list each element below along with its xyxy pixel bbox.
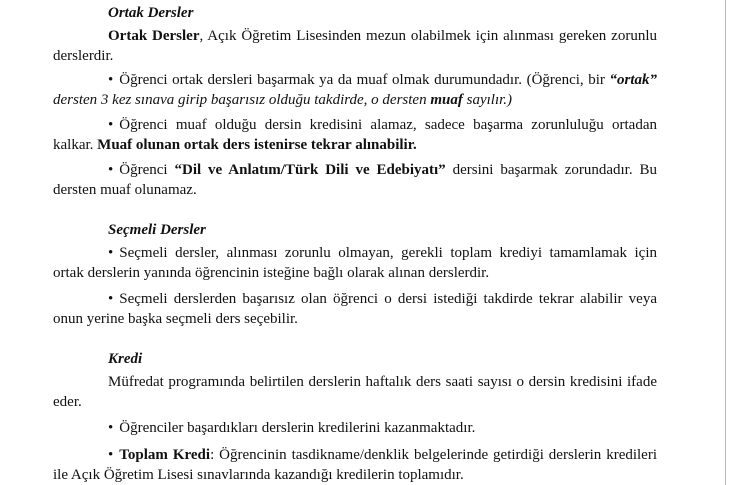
ortak-bullet-1-mid: dersten 3 kez sınava girip başarısız olduğu takdirde, o dersten [53,91,431,108]
bullet-symbol: • [108,420,114,436]
term-toplam-kredi: Toplam Kredi [119,447,211,463]
paragraph-ortak-bullet-1 [53,71,657,110]
bullet-symbol: • [108,447,114,463]
bullet-symbol: • [108,291,114,307]
term-ortak-dersler: Ortak Dersler [108,28,200,44]
ortak-bullet-3-text: Öğrenci [119,162,175,178]
paragraph-secmeli-bullet-2 [53,290,657,329]
page-edge-line [725,0,726,485]
paragraph-secmeli-bullet-1 [53,244,657,283]
secmeli-bullet-1-text: Seçmeli dersler, alınması zorunlu olmayan, gerekli toplam krediyi tamamlamak için ortak derslerin yanında öğrencinin isteğine bağlı olarak alınan derslerdir. [53,245,657,281]
term-muaf: muaf [430,91,463,108]
paragraph-ortak-bullet-3 [53,161,657,200]
bullet-symbol: • [108,245,114,261]
paragraph-ortak-bullet-2 [53,116,657,155]
paragraph-kredi-bullet-1 [53,419,657,439]
ortak-bullet-2-text: Öğrenci muaf olduğu dersin kredisini alamaz, sadece başarma zorunluluğu ortadan kalkar. [53,117,657,153]
bullet-symbol: • [108,162,114,178]
kredi-bullet-1-text: Öğrenciler başardıkları derslerin kredilerini kazanmaktadır. [119,420,476,436]
ortak-intro-text: , Açık Öğretim Lisesinden mezun olabilmek için alınması gereken zorunlu derslerdir. [53,28,657,64]
kredi-bullet-2-text: : Öğrencinin tasdikname/denklik belgelerinde getirdiği derslerin kredileri ile Açık Öğretim Lisesi sınavlarında kazandığı kredilerin toplamıdır. [53,447,658,483]
ortak-bullet-2-bold: Muaf olunan ortak ders istenirse tekrar alınabilir. [97,136,417,153]
ortak-bullet-1-end: sayılır.) [462,91,513,108]
bullet-symbol: • [108,72,114,88]
paragraph-ortak-intro [53,27,657,66]
heading-secmeli-dersler: Seçmeli Dersler [108,222,206,238]
ortak-bullet-3-end: dersini başarmak zorundadır. Bu dersten muaf olunamaz. [53,162,657,198]
term-ortak-quote: “ortak” [609,72,657,88]
paragraph-kredi-bullet-2 [53,446,657,485]
heading-kredi: Kredi [108,351,143,367]
heading-ortak-dersler: Ortak Dersler [108,5,194,21]
bullet-symbol: • [108,117,114,133]
ortak-bullet-1-text: Öğrenci ortak dersleri başarmak ya da muaf olmak durumundadır. (Öğrenci, bir [119,72,610,88]
term-dil-ve-anlatim: “Dil ve Anlatım/Türk Dili ve Edebiyatı” [174,162,446,178]
secmeli-bullet-2-text: Seçmeli derslerden başarısız olan öğrenci o dersi istediği takdirde tekrar alabilir veya onun yerine başka seçmeli ders seçebilir. [53,291,657,327]
paragraph-kredi-intro: Müfredat programında belirtilen derslerin haftalık ders saati sayısı o dersin kredisini ifade eder. [53,374,657,410]
